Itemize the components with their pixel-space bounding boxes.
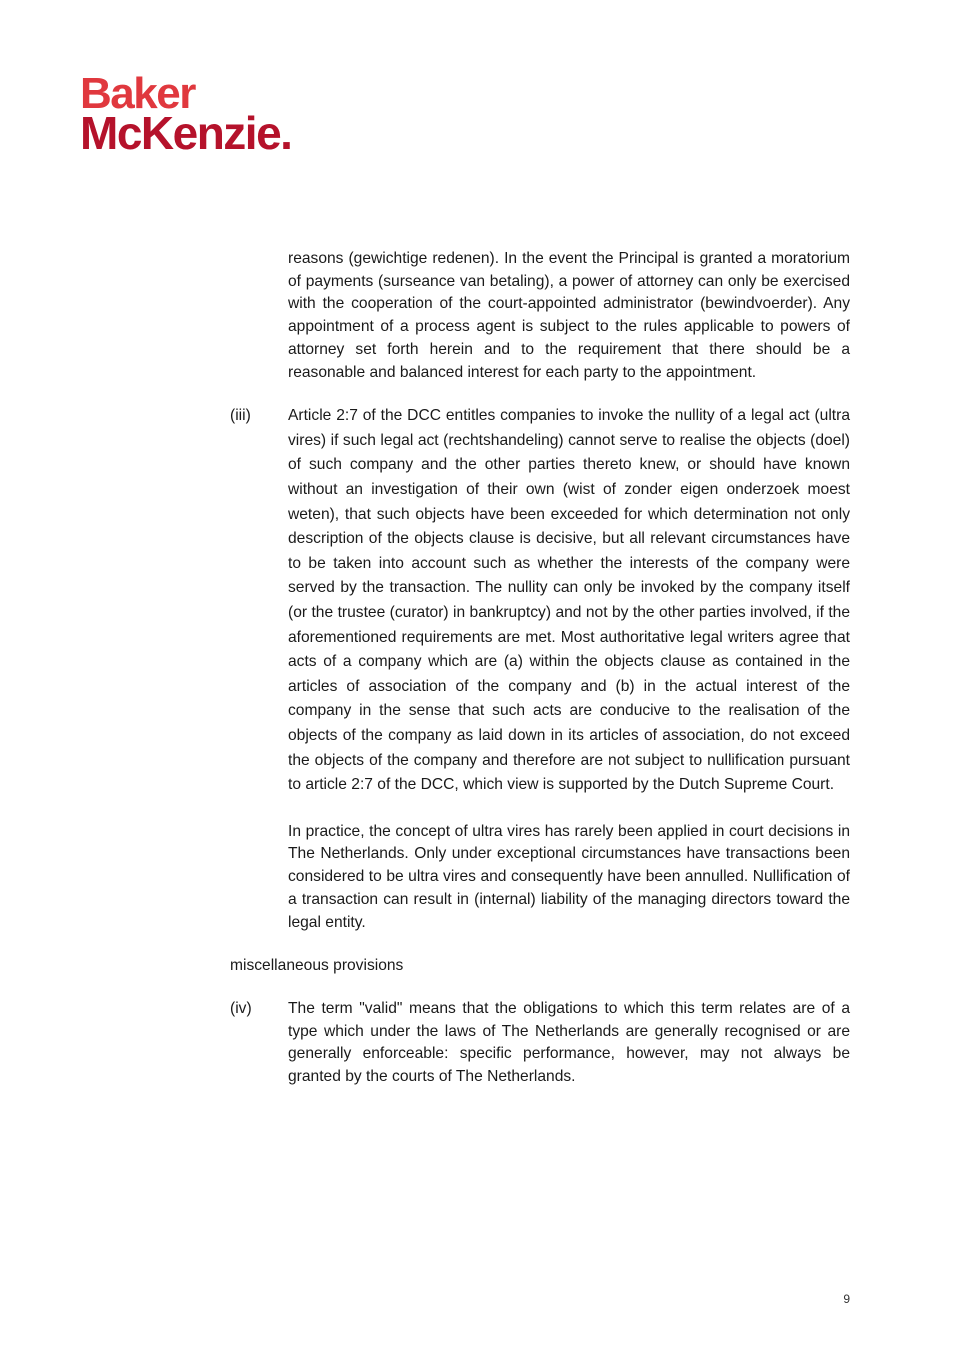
logo-line-baker: Baker xyxy=(80,69,195,118)
section-heading: miscellaneous provisions xyxy=(230,957,404,975)
list-item-iv xyxy=(230,998,850,1089)
company-logo xyxy=(80,69,330,162)
item-text-iv: The term "valid" means that the obligations to which this term relates are of a type which under the laws of The Netherlands are generally recognised or are generally enforceable: specific performance, however, may not always be granted by the courts of The Netherlands. xyxy=(288,999,850,1086)
item-label-iii: (iii) xyxy=(230,407,251,425)
document-body xyxy=(230,248,850,1089)
item-text-iii: Article 2:7 of the DCC entitles companies to invoke the nullity of a legal act (ultra vires) if such legal act (rechtshandeling) cannot serve to realise the objects (doel) of such company and the other parties thereto knew, or should have known without an investigation of their own (wist of zonder eigen onderzoek moest weten), that such objects have been exceeded for which determination not only description of the objects clause is decisive, but all relevant circumstances have to be taken into account such as whether the interests of the company were served by the transaction. The nullity can only be invoked by the company itself (or the trustee (curator) in bankruptcy) and not by the other parties involved, if the aforementioned requirements are met. Most authoritative legal writers agree that acts of a company which are (a) within the objects clause as contained in the articles of association of the company and (b) in the actual interest of the company in the sense that such acts are conducive to the realisation of the objects of the company as laid down in its articles of association, do not exceed the objects of the company and therefore are not subject to nullification pursuant to article 2:7 of the DCC, which view is supported by the Dutch Supreme Court. xyxy=(288,407,850,794)
list-item-iii xyxy=(230,404,850,934)
continuation-paragraph: reasons (gewichtige redenen). In the event the Principal is granted a moratorium of payments (surseance van betaling), a power of attorney can only be exercised with the cooperation of the court-appointed administrator (bewindvoerder). Any appointment of a process agent is subject to the rules applicable to powers of attorney set forth herein and to the requirement that there should be a reasonable and balanced interest for each party to the appointment. xyxy=(288,250,850,381)
logo-line-mckenzie: McKenzie. xyxy=(80,107,292,159)
item-label-iv: (iv) xyxy=(230,999,252,1017)
page-number: 9 xyxy=(843,1292,850,1306)
ultra-vires-practice-paragraph: In practice, the concept of ultra vires has rarely been applied in court decisions in The Netherlands. Only under exceptional circumstances have transactions been considered to be ultra vires and consequently have been annulled. Nullification of a transaction can result in (internal) liability of the managing directors toward the legal entity. xyxy=(288,822,850,931)
